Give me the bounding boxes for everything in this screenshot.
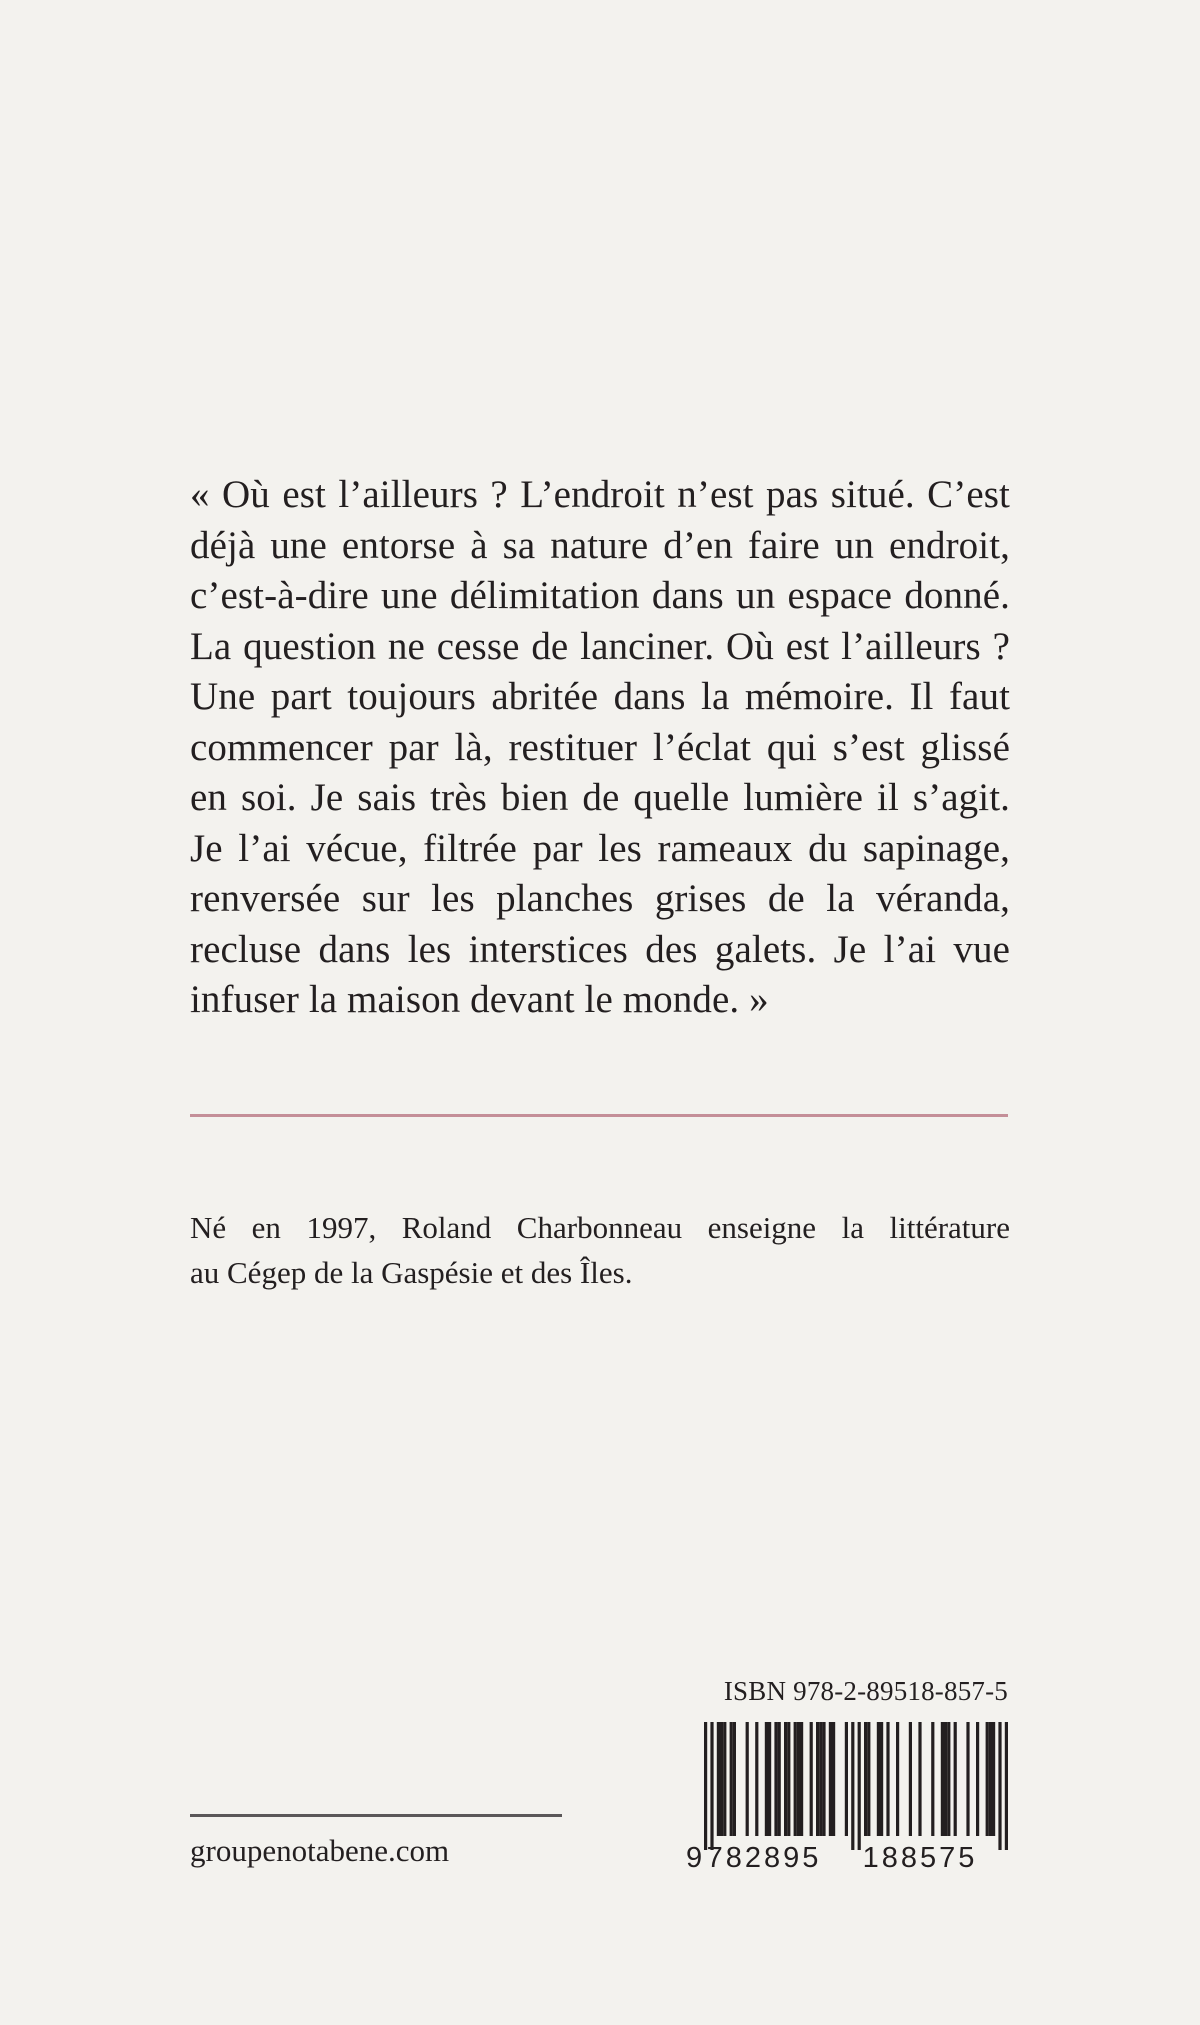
barcode-bar (944, 1722, 947, 1836)
quote-line: Je l’ai vécue, filtrée par les rameaux du sapinage, (190, 826, 1010, 870)
barcode-bar (829, 1722, 832, 1836)
barcode-bar (710, 1722, 713, 1850)
barcode-bar (896, 1722, 899, 1836)
barcode-first-digit: 9 (686, 1842, 703, 1872)
barcode-bar (886, 1722, 889, 1836)
publisher-website[interactable]: groupenotabene.com (190, 1833, 450, 1868)
barcode-bar (845, 1722, 848, 1836)
quote-line: c’est-à-dire une délimitation dans un espace donné. (190, 574, 1010, 617)
barcode-bar (797, 1722, 800, 1836)
barcode-bar (954, 1722, 957, 1836)
barcode-bar (717, 1722, 720, 1836)
barcode-bar (774, 1722, 777, 1836)
isbn-barcode (680, 1722, 1010, 1872)
barcode-bar (998, 1722, 1001, 1850)
barcode-bar (822, 1722, 825, 1836)
barcode-left-digits: 782895 (706, 1842, 822, 1872)
barcode-bar (851, 1722, 854, 1850)
barcode-bar (787, 1722, 790, 1836)
barcode-bar (819, 1722, 822, 1836)
barcode-bar (877, 1722, 880, 1836)
barcode-bar (947, 1722, 950, 1836)
footer-divider (190, 1814, 562, 1817)
quote-line: recluse dans les interstices des galets. Je l’ai vue (190, 927, 1010, 971)
barcode-bar (864, 1722, 867, 1836)
back-cover-quote (190, 470, 1010, 1026)
barcode-bar (1005, 1722, 1008, 1850)
author-bio (190, 1205, 1010, 1295)
barcode-bar (858, 1722, 861, 1850)
barcode-bar (976, 1722, 979, 1836)
barcode-bar (720, 1722, 723, 1836)
barcode-bars (704, 1722, 1008, 1850)
barcode-bar (746, 1722, 749, 1836)
section-divider (190, 1114, 1008, 1117)
barcode-bar (800, 1722, 803, 1836)
isbn-label: ISBN 978-2-89518-857-5 (723, 1676, 1008, 1706)
barcode-bar (986, 1722, 989, 1836)
bio-line: Né en 1997, Roland Charbonneau enseigne la littérature (190, 1210, 1010, 1245)
quote-line: renversée sur les planches grises de la véranda, (190, 877, 1010, 920)
barcode-bar (966, 1722, 969, 1836)
barcode-bar (755, 1722, 758, 1836)
barcode-bar (816, 1722, 819, 1836)
barcode-bar (918, 1722, 921, 1836)
quote-line: en soi. Je sais très bien de quelle lumière il s’agit. (190, 776, 1010, 819)
barcode-bar (733, 1722, 736, 1836)
barcode-bar (723, 1722, 726, 1836)
barcode-bar (768, 1722, 771, 1836)
barcode-bar (909, 1722, 912, 1836)
barcode-right-digits: 188575 (862, 1842, 978, 1872)
quote-line: Une part toujours abritée dans la mémoire. Il faut (190, 675, 1010, 718)
barcode-bar (765, 1722, 768, 1836)
barcode-bar (784, 1722, 787, 1836)
quote-line: commencer par là, restituer l’éclat qui s’est glissé (190, 725, 1010, 769)
barcode-bar (867, 1722, 870, 1836)
bio-line: au Cégep de la Gaspésie et des Îles. (190, 1255, 633, 1290)
barcode-bar (704, 1722, 707, 1850)
barcode-bar (778, 1722, 781, 1836)
quote-line: La question ne cesse de lanciner. Où est l’ailleurs ? (190, 624, 1010, 668)
barcode-bar (931, 1722, 934, 1836)
barcode-bar (832, 1722, 835, 1836)
barcode-bar (730, 1722, 733, 1836)
barcode-bar (880, 1722, 883, 1836)
barcode-bar (810, 1722, 813, 1836)
barcode-bar (794, 1722, 797, 1836)
barcode-bar (992, 1722, 995, 1836)
barcode-bar (989, 1722, 992, 1836)
quote-line: « Où est l’ailleurs ? L’endroit n’est pas situé. C’est (190, 473, 1010, 516)
quote-line: déjà une entorse à sa nature d’en faire un endroit, (190, 523, 1010, 567)
barcode-bar (941, 1722, 944, 1836)
quote-line: infuser la maison devant le monde. » (190, 978, 769, 1021)
